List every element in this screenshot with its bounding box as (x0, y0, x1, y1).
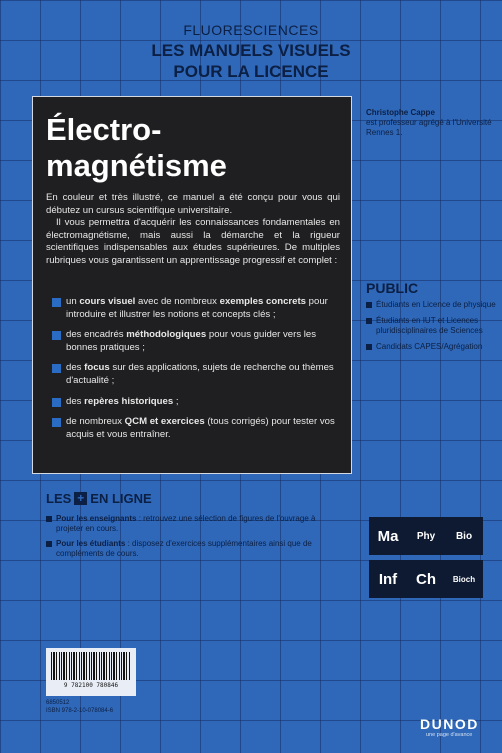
collection-title-line2: POUR LA LICENCE (173, 62, 329, 81)
subject-tile-ch: Ch (407, 560, 445, 598)
online-item (46, 539, 338, 559)
bullet-square-icon (46, 541, 52, 547)
bullet-square-icon (52, 364, 61, 373)
feature-text: de nombreux (66, 416, 125, 428)
feature-text: ; (173, 395, 179, 407)
public-item-text: Étudiants en IUT et Licences pluridisciplinaires de Sciences (376, 316, 483, 335)
barcode (46, 648, 136, 696)
subject-tile-bio: Bio (445, 517, 483, 555)
online-heading-right: EN LIGNE (90, 491, 152, 506)
public-item (366, 316, 496, 336)
product-code: 6850512 (46, 700, 70, 706)
subject-tile-ma: Ma (369, 517, 407, 555)
collection-title (0, 40, 502, 82)
barcode-digits: 9 782100 780846 (63, 682, 119, 689)
bullet-square-icon (52, 331, 61, 340)
publisher-tagline: une page d'avance (426, 732, 473, 738)
public-item-text: Candidats CAPES/Agrégation (376, 342, 483, 351)
series-name: FLUORESCIENCES (183, 22, 319, 38)
subject-tile-phy: Phy (407, 517, 445, 555)
feature-text: pour introduire et illustrer les notions et concepts clés ; (66, 296, 328, 320)
feature-text: avec de nombreux (135, 296, 220, 307)
public-item-text: Étudiants en Licence de physique (376, 300, 496, 309)
book-title (46, 112, 227, 184)
bullet-square-icon (366, 318, 372, 324)
isbn: ISBN 978-2-10-078084-6 (46, 708, 114, 714)
subject-tile-bioch: Bioch (445, 560, 483, 598)
online-list (46, 514, 338, 564)
online-heading (46, 491, 152, 506)
online-item-audience: Pour les étudiants (56, 539, 126, 548)
intro-paragraph-2: Il vous permettra d'acquérir les connaissances fondamentales en électromagnétisme, mais aussi la démarche et la rigueur scientifiques indispensables aux études supérieures. De multiples rubriques vous garantissent un apprentissage progressif et complet : (46, 217, 340, 266)
book-title-line2: magnétisme (46, 148, 227, 183)
feature-text: un (66, 296, 80, 307)
book-title-line1: Électro- (46, 112, 162, 147)
author-description: est professeur agrégé à l'Université Rennes 1. (366, 118, 492, 137)
feature-emphasis: QCM et exercices (124, 416, 205, 428)
feature-list (46, 296, 340, 449)
intro-paragraph-1: En couleur et très illustré, ce manuel a été conçu pour vous qui débutez un cursus scientifique universitaire. (46, 192, 340, 216)
feature-item (46, 416, 340, 441)
feature-text: des encadrés (66, 329, 127, 341)
public-list (366, 300, 496, 358)
feature-item (46, 296, 340, 321)
bullet-square-icon (52, 418, 61, 427)
plus-icon: + (74, 492, 87, 505)
author-name: Christophe Cappe (366, 108, 435, 117)
feature-text: des (66, 395, 85, 407)
online-item-text: : disposez d'exercices supplémentaires ainsi que de compléments de cours. (56, 539, 312, 558)
bullet-square-icon (366, 302, 372, 308)
bullet-square-icon (366, 344, 372, 350)
feature-item (46, 329, 340, 354)
product-codes (46, 699, 113, 715)
feature-text: (tous corrigés) pour tester vos acquis et vous entraîner. (66, 416, 335, 440)
online-item-audience: Pour les enseignants (56, 514, 137, 523)
bullet-square-icon (46, 516, 52, 522)
author-block (366, 108, 496, 138)
publisher-logo: DUNOD (420, 716, 479, 732)
feature-item (46, 396, 340, 409)
public-item (366, 300, 496, 310)
online-item (46, 514, 338, 534)
bullet-square-icon (52, 398, 61, 407)
public-heading: PUBLIC (366, 280, 419, 296)
feature-text: des (66, 362, 85, 374)
barcode-bars (51, 652, 131, 680)
feature-item (46, 362, 340, 387)
feature-emphasis: méthodologiques (126, 329, 207, 341)
intro-text (46, 192, 340, 268)
feature-emphasis: repères historiques (84, 395, 174, 407)
feature-text: pour vous guider vers les bonnes pratiques ; (66, 329, 317, 353)
collection-title-line1: LES MANUELS VISUELS (151, 41, 351, 60)
subject-tile-inf: Inf (369, 560, 407, 598)
online-item-text: : retrouvez une sélection de figures de l'ouvrage à projeter en cours. (56, 514, 316, 533)
feature-emphasis: cours visuel (79, 296, 136, 307)
feature-emphasis: exemples concrets (219, 296, 306, 307)
online-heading-left: LES (46, 491, 72, 506)
feature-text: sur des applications, sujets de recherche ou thèmes d'actualité ; (66, 362, 334, 386)
bullet-square-icon (52, 298, 61, 307)
feature-emphasis: focus (84, 362, 110, 374)
public-item (366, 342, 496, 352)
